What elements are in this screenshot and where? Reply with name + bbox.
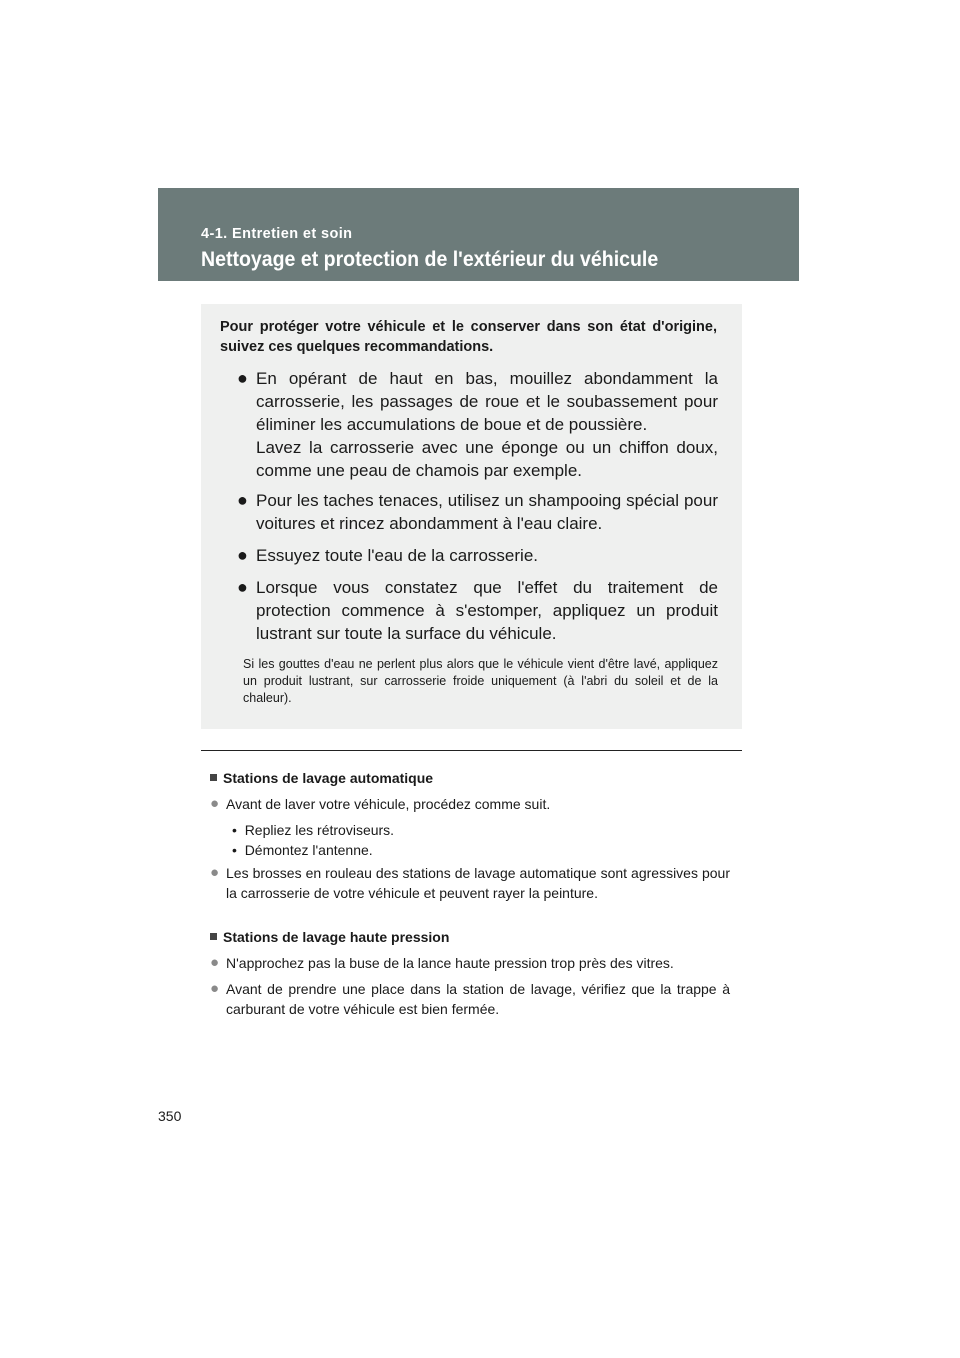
square-bullet-icon: [210, 933, 217, 940]
section-automatic: [210, 768, 730, 903]
list-item: [210, 979, 730, 1019]
bullet-icon: ●: [237, 368, 248, 388]
intro-box: [201, 304, 742, 729]
intro-item-text: Lorsque vous constatez que l'effet du traitement de protection commence à s'estomper, appliquez un produit lustrant sur toute la surface du véhicule.: [256, 578, 718, 643]
chapter-header: [158, 188, 799, 281]
section-heading: [210, 768, 730, 788]
section-heading-text: Stations de lavage haute pression: [223, 929, 450, 945]
bullet-icon: ●: [210, 954, 220, 971]
intro-item-continuation: Lavez la carrosserie avec une éponge ou un chiffon doux, comme une peau de chamois par exemple.: [256, 438, 718, 480]
dash-icon: •: [232, 822, 237, 838]
section-divider: [201, 750, 742, 751]
sub-item: [210, 820, 730, 840]
list-item: [210, 794, 730, 814]
intro-item: [237, 367, 718, 482]
bullet-icon: ●: [210, 864, 220, 881]
sub-item-text: Démontez l'antenne.: [244, 842, 373, 858]
bullet-icon: ●: [237, 545, 248, 565]
list-item: [210, 953, 730, 973]
sub-item-text: Repliez les rétroviseurs.: [244, 822, 395, 838]
bullet-icon: ●: [237, 490, 248, 510]
intro-item-text: Pour les taches tenaces, utilisez un shampooing spécial pour voitures et rincez abondamment à l'eau claire.: [256, 491, 718, 533]
list-item-text: N'approchez pas la buse de la lance haute pression trop près des vitres.: [226, 955, 674, 971]
bullet-icon: ●: [210, 980, 220, 997]
bullet-icon: ●: [210, 795, 220, 812]
page-number: 350: [158, 1108, 182, 1124]
square-bullet-icon: [210, 774, 217, 781]
page-title: Nettoyage et protection de l'extérieur du véhicule: [201, 248, 659, 271]
section-label: 4-1. Entretien et soin: [201, 226, 353, 242]
sub-item: [210, 840, 730, 860]
intro-item: [237, 489, 718, 535]
bullet-icon: ●: [237, 577, 248, 597]
intro-note: Si les gouttes d'eau ne perlent plus alors que le véhicule vient d'être lavé, appliquez un produit lustrant, sur carrosserie froide uniquement (à l'abri du soleil et de la chaleur).: [243, 657, 718, 705]
intro-item: [237, 576, 718, 645]
list-item: [210, 863, 730, 903]
intro-lead: Pour protéger votre véhicule et le conserver dans son état d'origine, suivez ces quelques recommandations.: [220, 319, 717, 355]
section-heading-text: Stations de lavage automatique: [223, 770, 434, 786]
list-item-text: Avant de laver votre véhicule, procédez comme suit.: [226, 796, 551, 812]
list-item-text: Les brosses en rouleau des stations de lavage automatique sont agressives pour la carrosserie de votre véhicule et peuvent rayer la peinture.: [226, 865, 730, 901]
dash-icon: •: [232, 842, 237, 858]
section-high-pressure: [210, 927, 730, 1019]
list-item-text: Avant de prendre une place dans la station de lavage, vérifiez que la trappe à carburant de votre véhicule est bien fermée.: [226, 981, 730, 1017]
intro-item-text: Essuyez toute l'eau de la carrosserie.: [256, 546, 539, 565]
intro-item: [237, 544, 718, 567]
section-heading: [210, 927, 730, 947]
intro-item-text: En opérant de haut en bas, mouillez abondamment la carrosserie, les passages de roue et le soubassement pour éliminer les accumulations de boue et de poussière.: [256, 369, 718, 434]
